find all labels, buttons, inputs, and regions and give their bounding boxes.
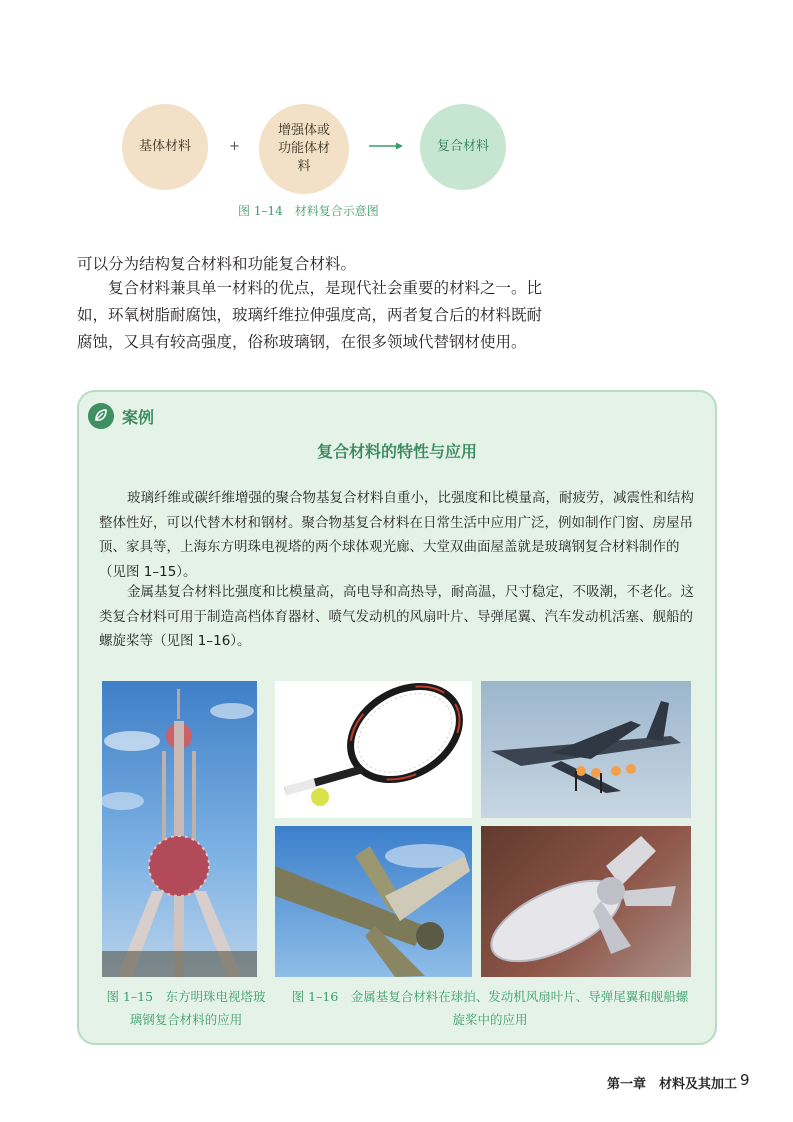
body-paragraph-1: 可以分为结构复合材料和功能复合材料。 <box>77 255 357 273</box>
right-arrow-icon <box>369 141 403 151</box>
page-number: 9 <box>740 1071 750 1089</box>
case-paragraph-2: 金属基复合材料比强度和比模量高，高电导和高热导，耐高温，尺寸稳定，不吸潮，不老化。这类复合材料可用于制造高档体育器材、喷气发动机的风扇叶片、导弹尾翼、汽车发动机活塞、舰船的螺旋桨等（见图 1–16）。 <box>99 584 694 649</box>
leaf-icon <box>88 403 114 429</box>
reinforcement-material-label: 增强体或功能体材料 <box>277 123 330 174</box>
oriental-pearl-tower-photo <box>102 681 257 977</box>
bomber-jet-photo <box>481 681 691 818</box>
figure-1-14-caption: 图 1–14 材料复合示意图 <box>238 204 379 218</box>
plus-sign: + <box>229 139 240 154</box>
case-paragraph-1: 玻璃纤维或碳纤维增强的聚合物基复合材料自重小，比强度和比模量高，耐疲劳，减震性和结构整体性好，可以代替木材和钢材。聚合物基复合材料在日常生活中应用广泛，例如制作门窗、房屋吊顶、家具等，上海东方明珠电视塔的两个球体观光廊、大堂双曲面屋盖就是玻璃钢复合材料制作的（见图 1–15）。 <box>99 490 694 580</box>
missile-tail-fin-photo <box>275 826 472 977</box>
tennis-racket-photo <box>275 681 472 818</box>
reinforcement-material-circle <box>259 104 349 194</box>
composite-material-circle <box>420 104 506 190</box>
matrix-material-circle <box>122 104 208 190</box>
composite-material-label: 复合材料 <box>436 139 489 154</box>
body-paragraph-2: 复合材料兼具单一材料的优点，是现代社会重要的材料之一。比如，环氧树脂耐腐蚀，玻璃纤维拉伸强度高，两者复合后的材料既耐腐蚀，又具有较高强度，俗称玻璃钢，在很多领域代替钢材使用。 <box>77 279 543 351</box>
figure-1-16-caption: 图 1–16 金属基复合材料在球拍、发动机风扇叶片、导弹尾翼和舰船螺旋桨中的应用 <box>291 989 689 1027</box>
figure-1-15-caption: 图 1–15 东方明珠电视塔玻璃钢复合材料的应用 <box>106 989 266 1027</box>
matrix-material-label: 基体材料 <box>138 139 191 154</box>
ship-propeller-photo <box>481 826 691 977</box>
case-title: 复合材料的特性与应用 <box>316 442 477 461</box>
case-label: 案例 <box>122 408 155 427</box>
chapter-footer: 第一章 材料及其加工 <box>607 1077 738 1092</box>
